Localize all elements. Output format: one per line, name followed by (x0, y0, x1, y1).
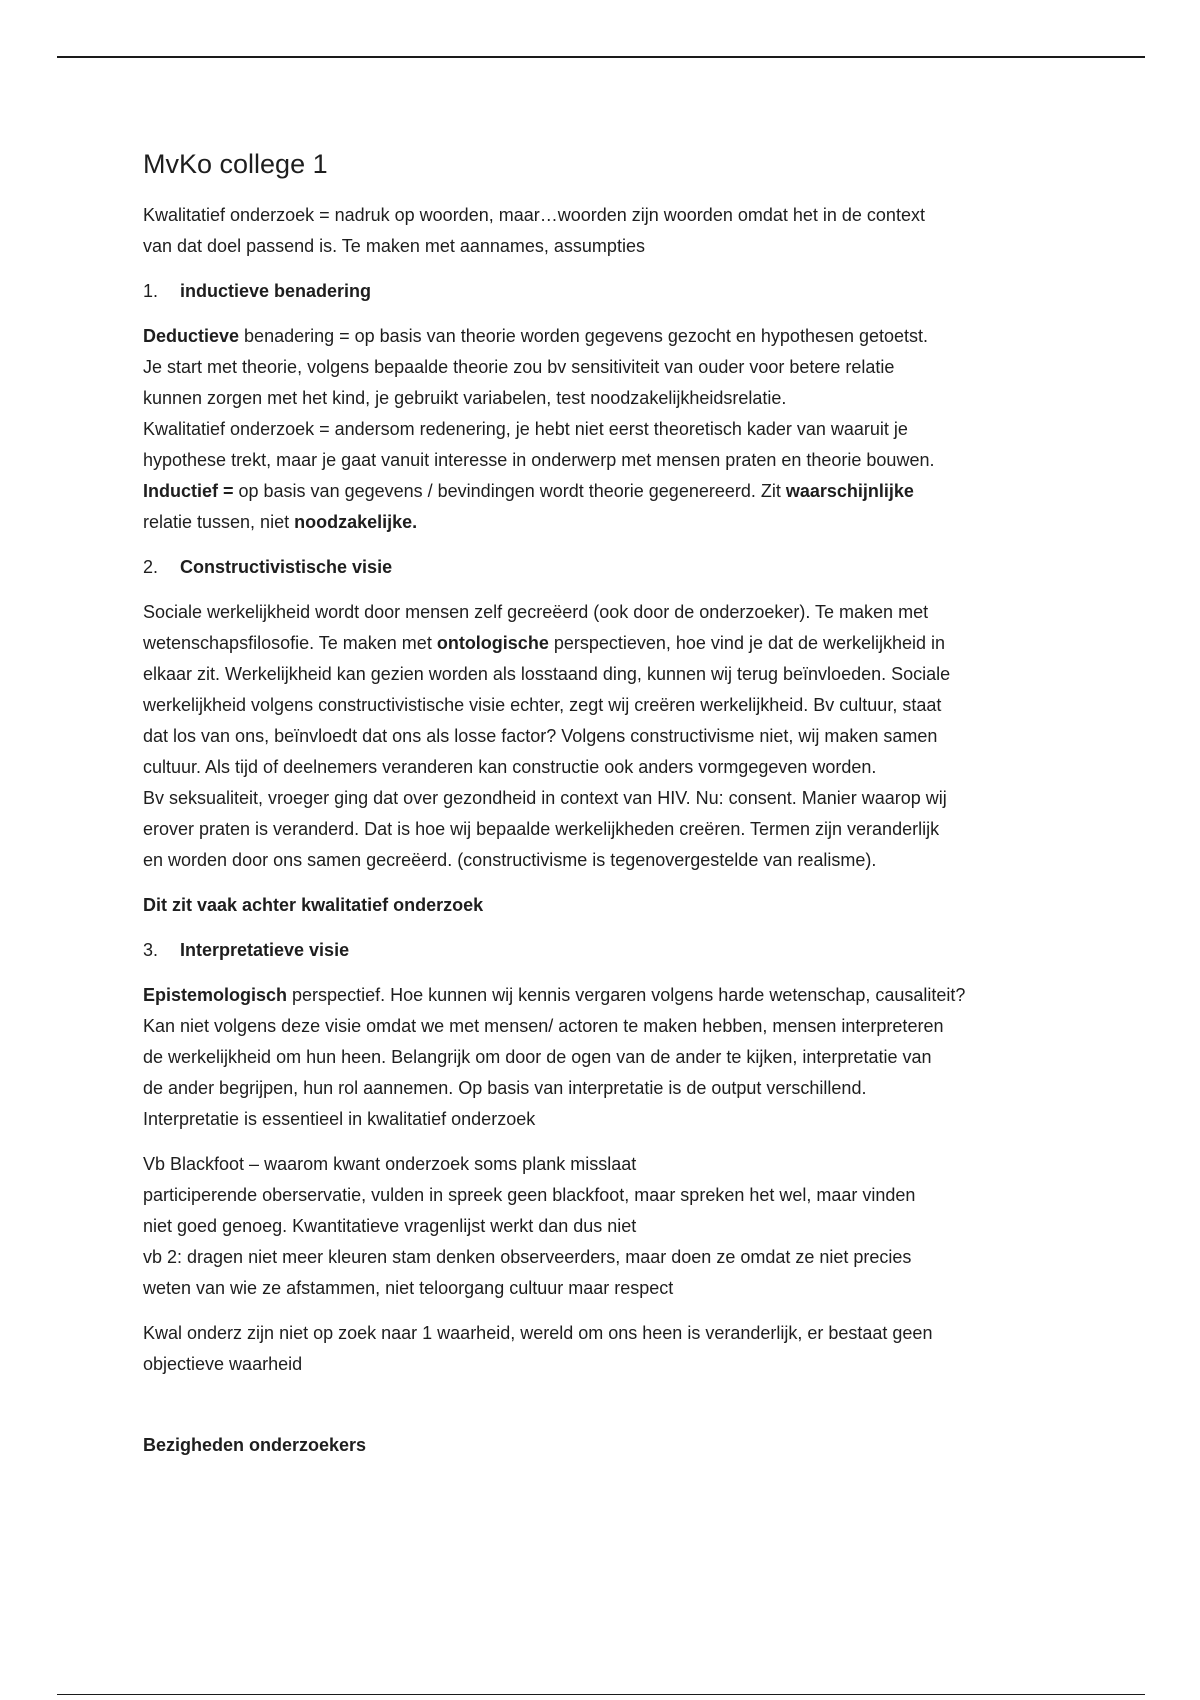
section-3-heading: 3. Interpretatieve visie (143, 940, 350, 960)
closing-paragraph: Kwal onderz zijn niet op zoek naar 1 waarheid, wereld om ons heen is veranderlijk, er bestaat geen objectieve waarheid (143, 1323, 933, 1374)
section-1-paragraph: Deductieve benadering = op basis van theorie worden gegevens gezocht en hypothesen getoetst. Je start met theorie, volgens bepaalde theorie zou bv sensitiviteit van ouder voor betere relatie kunnen zorgen met het kind, je gebruikt variabelen, test noodzakelijkheidsrelatie. Kwalitatief onderzoek = andersom redenering, je hebt niet eerst theoretisch kader van waaruit je hypothese trekt, maar je gaat vanuit interesse in onderwerp met mensen praten en theorie bouwen. Inductief = op basis van gegevens / bevindingen wordt theorie gegenereerd. Zit waarschijnlijke relatie tussen, niet noodzakelijke. (143, 326, 935, 532)
example-paragraph: Vb Blackfoot – waarom kwant onderzoek soms plank misslaat participerende oberservatie, vulden in spreek geen blackfoot, maar spreken het wel, maar vinden niet goed genoeg. Kwantitatieve vragenlijst werkt dan dus niet vb 2: dragen niet meer kleuren stam denken observeerders, maar doen ze omdat ze niet precies weten van wie ze afstammen, niet teloorgang cultuur maar respect (143, 1154, 916, 1298)
intro-paragraph: Kwalitatief onderzoek = nadruk op woorden, maar…woorden zijn woorden omdat het in de context van dat doel passend is. Te maken met aannames, assumpties (143, 205, 925, 256)
document-body (143, 144, 1063, 1475)
section-2-note: Dit zit vaak achter kwalitatief onderzoek (143, 895, 484, 915)
bottom-rule (57, 1694, 1145, 1695)
section-3-paragraph: Epistemologisch perspectief. Hoe kunnen wij kennis vergaren volgens harde wetenschap, causaliteit? Kan niet volgens deze visie omdat we met mensen/ actoren te maken hebben, mensen interpreteren de werkelijkheid om hun heen. Belangrijk om door de ogen van de ander te kijken, interpretatie van de ander begrijpen, hun rol aannemen. Op basis van interpretatie is de output verschillend. Interpretatie is essentieel in kwalitatief onderzoek (143, 985, 966, 1129)
final-heading: Bezigheden onderzoekers (143, 1435, 367, 1455)
document-title: MvKo college 1 (143, 149, 328, 179)
top-rule (57, 56, 1145, 58)
section-2-paragraph: Sociale werkelijkheid wordt door mensen zelf gecreëerd (ook door de onderzoeker). Te maken met wetenschapsfilosofie. Te maken met ontologische perspectieven, hoe vind je dat de werkelijkheid in elkaar zit. Werkelijkheid kan gezien worden als losstaand ding, kunnen wij terug beïnvloeden. Sociale werkelijkheid volgens constructivistische visie echter, zegt wij creëren werkelijkheid. Bv cultuur, staat dat los van ons, beïnvloedt dat ons als losse factor? Volgens constructivisme niet, wij maken samen cultuur. Als tijd of deelnemers veranderen kan constructie ook anders vormgegeven worden. Bv seksualiteit, vroeger ging dat over gezondheid in context van HIV. Nu: consent. Manier waarop wij erover praten is veranderd. Dat is hoe wij bepaalde werkelijkheden creëren. Termen zijn veranderlijk en worden door ons samen gecreëerd. (constructivisme is tegenovergestelde van realisme). (143, 602, 951, 870)
section-2-heading: 2. Constructivistische visie (143, 557, 393, 577)
section-1-heading: 1. inductieve benadering (143, 281, 372, 301)
